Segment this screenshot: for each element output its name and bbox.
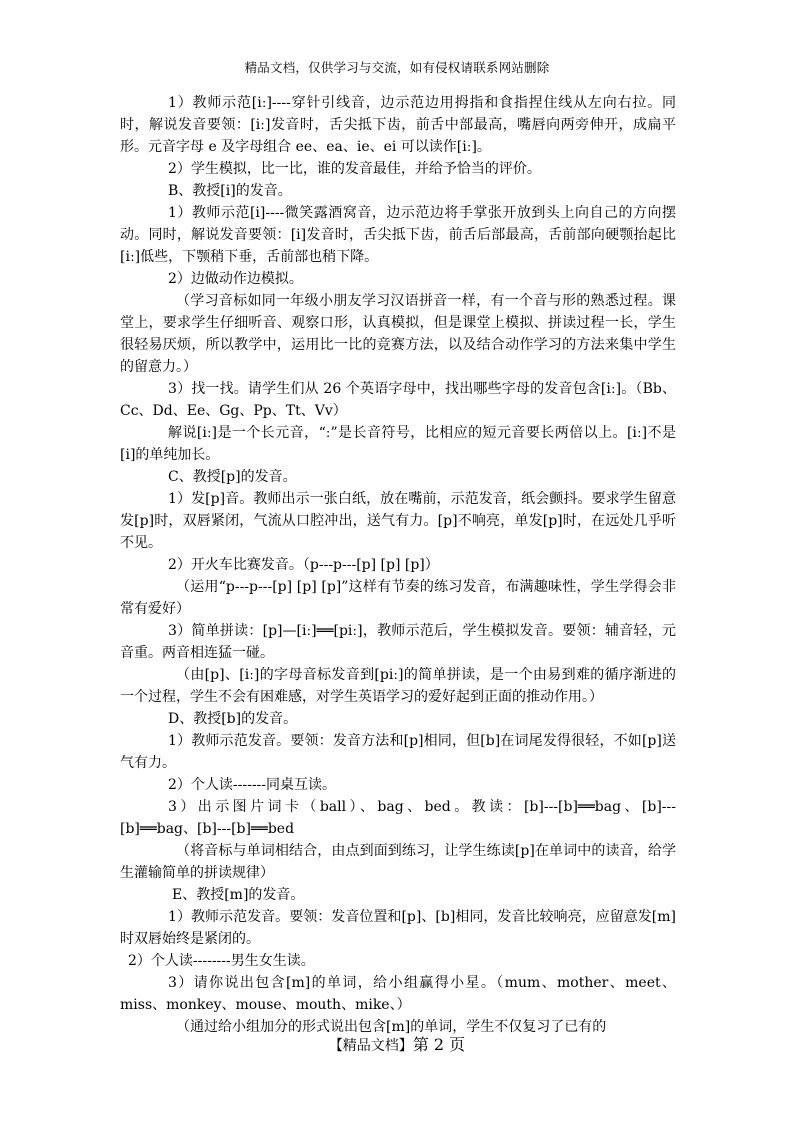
document-body	[120, 92, 676, 1038]
paragraph: （将音标与单词相结合，由点到面到练习，让学生练读[p]在单词中的读音，给学生灌输简单的拼读规律）	[120, 843, 676, 881]
paragraph: （运用“p---p---[p] [p] [p]”这样有节奏的练习发音，布满趣味性，学生学得会非常有爱好）	[120, 579, 676, 617]
paragraph: 2）边做动作边模拟。	[168, 271, 303, 287]
paragraph: （学习音标如同一年级小朋友学习汉语拼音一样，有一个音与形的熟悉过程。课堂上，要求学生仔细听音、观察口形，认真模拟，但是课堂上模拟、拼读过程一长，学生很轻易厌烦，所以教学中，运用比一比的竞赛方法，以及结合动作学习的方法来集中学生的留意力。）	[120, 293, 676, 375]
paragraph: 1）教师示范[iː]----穿针引线音，边示范边用拇指和食指捏住线从左向右拉。同时，解说发音要领：[iː]发音时，舌尖抵下齿，前舌中部最高，嘴唇向两旁伸开，成扁平形。元音字母 e 及字母组合 ee、ea、ie、ei 可以读作[iː]。	[120, 95, 676, 155]
paragraph: 解说[iː]是一个长元音，“ː”是长音符号，比相应的短元音要长两倍以上。[iː]不是[i]的单纯加长。	[120, 425, 676, 463]
paragraph: C、教授[p]的发音。	[168, 469, 297, 485]
paragraph: 3）找一找。请学生们从 26 个英语字母中，找出哪些字母的发音包含[iː]。（Bb、Cc、Dd、Ee、Gg、Pp、Tt、Vv）	[120, 381, 676, 419]
paragraph: 3）出示图片词卡（ball）、bag、bed。教读：[b]---[b]══bag、[b]---[b]══bag、[b]---[b]══bed	[120, 799, 676, 837]
footer-tag: 【精品文档】	[328, 1038, 413, 1054]
paragraph: 2）开火车比赛发音。（p---p---[p] [p] [p]）	[168, 557, 439, 573]
paragraph: 2）学生模拟，比一比，谁的发音最佳，并给予恰当的评价。	[168, 161, 541, 177]
paragraph: 2）个人读--------男生女生读。	[128, 953, 315, 969]
document-header: 精品文档，仅供学习与交流，如有侵权请联系网站删除	[244, 60, 550, 75]
page-footer	[0, 1032, 794, 1055]
paragraph: 3）简单拼读：[p]—[iː]══[piː]，教师示范后，学生模拟发音。要领：辅音轻，元音重。两音相连猛一碰。	[120, 623, 676, 661]
paragraph: （通过给小组加分的形式说出包含[m]的单词，学生不仅复习了已有的	[176, 1019, 607, 1035]
page-number: 第 2 页	[412, 1035, 466, 1054]
paragraph: E、教授[m]的发音。	[172, 887, 305, 903]
paragraph: B、教授[i]的发音。	[168, 183, 292, 199]
paragraph: （由[p]、[iː]的字母音标发音到[piː]的简单拼读，是一个由易到难的循序渐进的一个过程，学生不会有困难感，对学生英语学习的爱好起到正面的推动作用。）	[120, 667, 676, 705]
paragraph: 1）教师示范[i]----微笑露酒窝音，边示范边将手掌张开放到头上向自己的方向摆动。同时，解说发音要领：[i]发音时，舌尖抵下齿，前舌后部最高，舌前部向硬颚抬起比[iː]低些，下颚稍下垂，舌前部也稍下降。	[120, 205, 676, 265]
paragraph: 1）发[p]音。教师出示一张白纸，放在嘴前，示范发音，纸会颤抖。要求学生留意发[p]时，双唇紧闭，气流从口腔冲出，送气有力。[p]不响亮，单发[p]时，在远处几乎听不见。	[120, 491, 676, 551]
paragraph: 3）请你说出包含[m]的单词，给小组赢得小星。（mum、mother、meet、miss、monkey、mouse、mouth、mike、）	[120, 975, 676, 1013]
paragraph: 1）教师示范发音。要领：发音方法和[p]相同，但[b]在词尾发得很轻，不如[p]送气有力。	[120, 733, 676, 771]
paragraph: D、教授[b]的发音。	[168, 711, 298, 727]
paragraph: 2）个人读-------同桌互读。	[168, 777, 337, 793]
paragraph: 1）教师示范发音。要领：发音位置和[p]、[b]相同，发音比较响亮，应留意发[m]时双唇始终是紧闭的。	[120, 909, 676, 947]
